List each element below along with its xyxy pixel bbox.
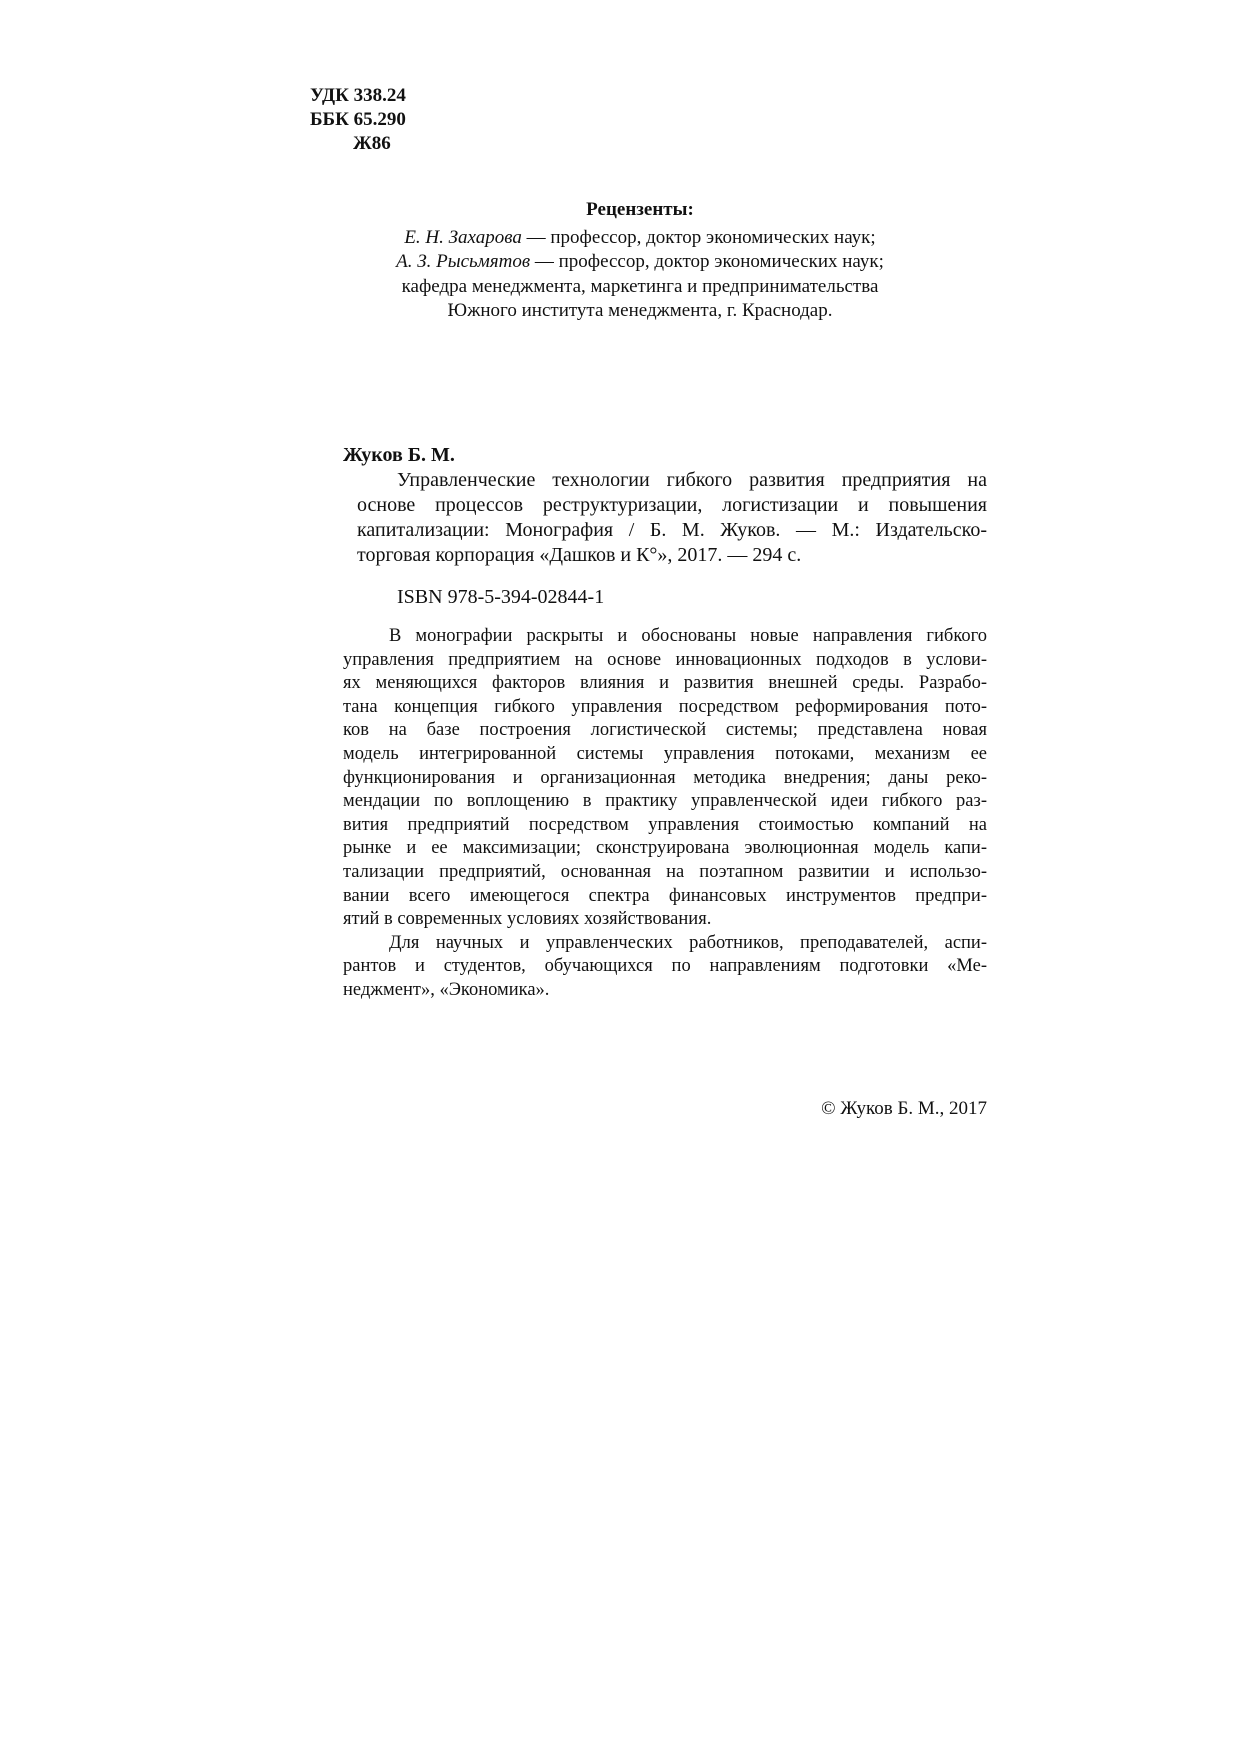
abstract-line: тана концепция гибкого управления посредством реформирования пото-	[343, 696, 987, 717]
reviewer-2-name: А. З. Рысьмятов	[396, 251, 531, 272]
classification-block	[310, 84, 406, 156]
reviewer-1-role: — профессор, доктор экономических наук;	[521, 226, 876, 248]
biblio-line: основе процессов реструктуризации, логистизации и повышения	[357, 494, 987, 516]
abstract-line: ятий в современных условиях хозяйствования.	[343, 909, 712, 930]
abstract-line: неджмент», «Экономика».	[343, 979, 550, 1000]
abstract-line: рынке и ее максимизации; сконструирована эволюционная модель капи-	[343, 838, 987, 859]
author-name: Жуков Б. М.	[343, 444, 455, 466]
abstract-line: Для научных и управленческих работников, преподавателей, аспи-	[389, 932, 987, 953]
abstract-line: В монографии раскрыты и обоснованы новые направления гибкого	[389, 626, 987, 646]
abstract-line: рантов и студентов, обучающихся по направлениям подготовки «Ме-	[343, 956, 987, 977]
abstract-line: управления предприятием на основе инновационных подходов в услови-	[343, 649, 987, 670]
reviewer-1-name: Е. Н. Захарова	[404, 226, 522, 248]
abstract-line: модель интегрированной системы управления потоками, механизм ее	[343, 743, 987, 764]
abstract-line: вития предприятий посредством управления стоимостью компаний на	[343, 814, 987, 835]
copyright-notice: © Жуков Б. М., 2017	[821, 1098, 987, 1119]
reviewer-dept-line-2: Южного института менеджмента, г. Краснодар.	[447, 300, 833, 321]
abstract-line: вании всего имеющегося спектра финансовых инструментов предпри-	[343, 885, 987, 906]
biblio-line: Управленческие технологии гибкого развития предприятия на	[397, 469, 987, 491]
reviewer-2-role: — профессор, доктор экономических наук;	[530, 251, 884, 272]
abstract-line: тализации предприятий, основанная на поэтапном развитии и использо-	[343, 861, 987, 882]
abstract-line: функционирования и организационная методика внедрения; даны реко-	[343, 767, 987, 788]
isbn: ISBN 978-5-394-02844-1	[397, 586, 605, 608]
reviewers-block	[290, 198, 990, 324]
abstract-line: ков на базе построения логистической системы; представлена новая	[343, 720, 987, 741]
reviewers-heading: Рецензенты:	[586, 199, 694, 220]
bibliographic-description	[357, 468, 987, 568]
author-mark: Ж86	[353, 133, 391, 154]
abstract	[343, 625, 987, 1003]
bbk-code: ББК 65.290	[310, 109, 406, 130]
abstract-line: ях меняющихся факторов влияния и развития внешней среды. Разрабо-	[343, 673, 987, 694]
abstract-line: мендации по воплощению в практику управленческой идеи гибкого раз-	[343, 791, 987, 812]
biblio-line: торговая корпорация «Дашков и К°», 2017. — 294 с.	[357, 544, 802, 566]
reviewer-2	[290, 250, 990, 275]
biblio-line: капитализации: Монография / Б. М. Жуков. — М.: Издательско-	[357, 519, 987, 541]
reviewer-1	[290, 226, 990, 251]
reviewer-dept-line-1: кафедра менеджмента, маркетинга и предпринимательства	[401, 275, 879, 297]
udk-code: УДК 338.24	[310, 85, 406, 106]
